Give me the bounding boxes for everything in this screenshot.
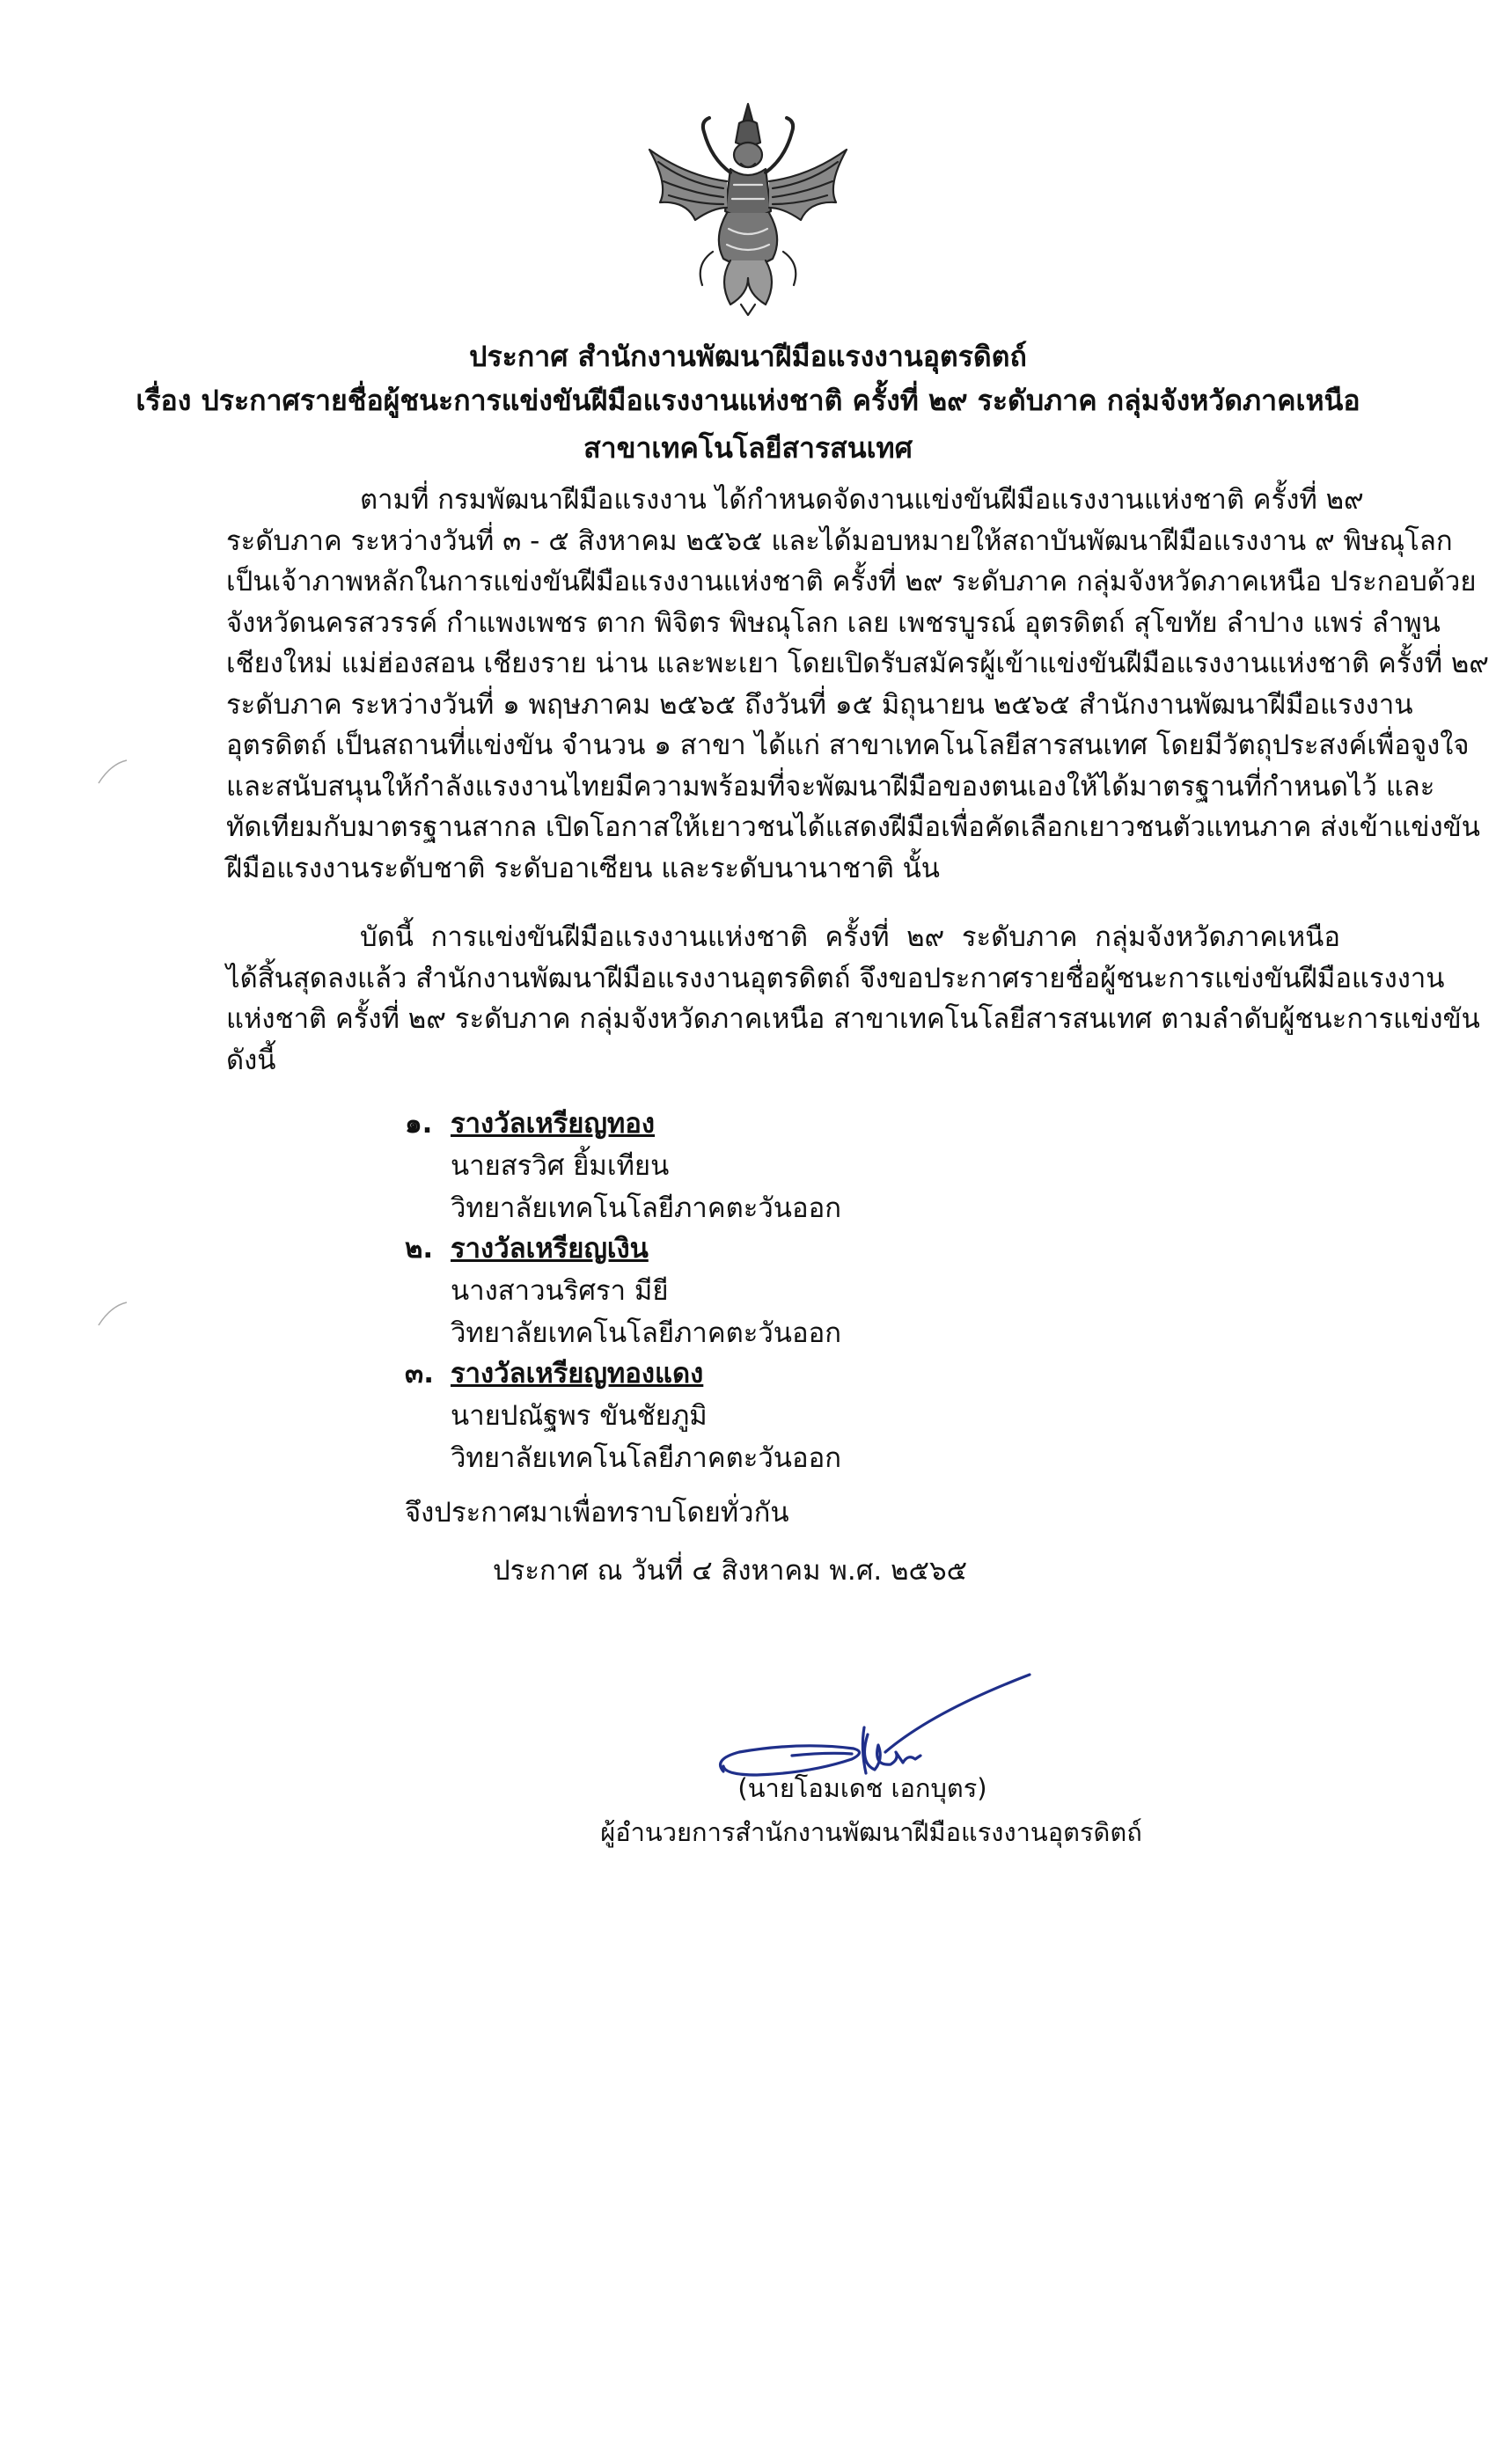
award-number: ๒. xyxy=(405,1233,434,1265)
paragraph-line: ดังนี้ xyxy=(226,1044,276,1076)
body-paragraph-1 xyxy=(226,480,1489,889)
paragraph-line: ตามที่ กรมพัฒนาฝีมือแรงงาน ได้กำหนดจัดงานแข่งขันฝีมือแรงงานแห่งชาติ ครั้งที่ ๒๙ xyxy=(360,484,1364,516)
winner-name: นายปณัฐพร ขันชัยภูมิ xyxy=(451,1400,708,1432)
announcement-date: ประกาศ ณ วันที่ ๔ สิงหาคม พ.ศ. ๒๕๖๕ xyxy=(493,1555,968,1587)
paragraph-line: ทัดเทียมกับมาตรฐานสากล เปิดโอกาสให้เยาวชนได้แสดงฝีมือเพื่อคัดเลือกเยาวชนตัวแทนภาค ส่งเข้าแข่งขัน xyxy=(226,811,1481,843)
paragraph-line: เชียงใหม่ แม่ฮ่องสอน เชียงราย น่าน และพะเยา โดยเปิดรับสมัครผู้เข้าแข่งขันฝีมือแรงงานแห่งชาติ ครั้งที่ ๒๙ xyxy=(226,648,1489,679)
scan-mark xyxy=(95,1299,130,1334)
paragraph-line: ระดับภาค ระหว่างวันที่ ๑ พฤษภาคม ๒๕๖๕ ถึงวันที่ ๑๕ มิถุนายน ๒๕๖๕ สำนักงานพัฒนาฝีมือแรงงาน xyxy=(226,688,1413,721)
paragraph-line: ฝีมือแรงงานระดับชาติ ระดับอาเซียน และระดับนานาชาติ นั้น xyxy=(226,852,940,884)
award-title: รางวัลเหรียญเงิน xyxy=(451,1233,649,1265)
body-paragraph-2 xyxy=(226,917,1480,1081)
paragraph-line: อุตรดิตถ์ เป็นสถานที่แข่งขัน จำนวน ๑ สาขา ได้แก่ สาขาเทคโนโลยีสารสนเทศ โดยมีวัตถุประสงค์เพื่อจูงใจ xyxy=(226,730,1470,761)
paragraph-line: ได้สิ้นสุดลงแล้ว สำนักงานพัฒนาฝีมือแรงงานอุตรดิตถ์ จึงขอประกาศรายชื่อผู้ชนะการแข่งขันฝีมือแรงงาน xyxy=(226,962,1445,994)
paragraph-line: ระดับภาค ระหว่างวันที่ ๓ - ๕ สิงหาคม ๒๕๖๕ และได้มอบหมายให้สถาบันพัฒนาฝีมือแรงงาน ๙ พิษณุโลก xyxy=(226,524,1453,557)
award-title: รางวัลเหรียญทอง xyxy=(451,1108,656,1140)
winner-institution: วิทยาลัยเทคโนโลยีภาคตะวันออก xyxy=(451,1192,841,1224)
signatory-title: ผู้อำนวยการสำนักงานพัฒนาฝีมือแรงงานอุตรดิตถ์ xyxy=(600,1817,1142,1847)
award-number: ๑. xyxy=(405,1108,433,1140)
announcement-branch: สาขาเทคโนโลยีสารสนเทศ xyxy=(583,431,913,465)
winner-name: นางสาวนริศรา มียี xyxy=(451,1275,669,1307)
announcement-subject: เรื่อง ประกาศรายชื่อผู้ชนะการแข่งขันฝีมือแรงงานแห่งชาติ ครั้งที่ ๒๙ ระดับภาค กลุ่มจังหวัดภาคเหนือ xyxy=(136,384,1360,417)
signatory-name: (นายโอมเดช เอกบุตร) xyxy=(737,1773,987,1803)
paragraph-line: แห่งชาติ ครั้งที่ ๒๙ ระดับภาค กลุ่มจังหวัดภาคเหนือ สาขาเทคโนโลยีสารสนเทศ ตามลำดับผู้ชนะการแข่งขัน xyxy=(226,1003,1480,1035)
scan-mark xyxy=(95,757,130,792)
award-title: รางวัลเหรียญทองแดง xyxy=(451,1358,704,1390)
award-number: ๓. xyxy=(405,1358,434,1390)
closing-statement: จึงประกาศมาเพื่อทราบโดยทั่วกัน xyxy=(405,1497,789,1529)
paragraph-line: และสนับสนุนให้กำลังแรงงานไทยมีความพร้อมที่จะพัฒนาฝีมือของตนเองให้ได้มาตรฐานที่กำหนดไว้ และ xyxy=(226,770,1435,803)
winner-name: นายสรวิศ ยิ้มเทียน xyxy=(451,1150,670,1182)
paragraph-line: จังหวัดนครสวรรค์ กำแพงเพชร ตาก พิจิตร พิษณุโลก เลย เพชรบูรณ์ อุตรดิตถ์ สุโขทัย ลำปาง แพร่ ลำพูน xyxy=(226,606,1441,639)
winner-institution: วิทยาลัยเทคโนโลยีภาคตะวันออก xyxy=(451,1442,841,1474)
garuda-emblem-icon xyxy=(642,97,854,317)
paragraph-line: บัดนี้ การแข่งขันฝีมือแรงงานแห่งชาติ ครั้งที่ ๒๙ ระดับภาค กลุ่มจังหวัดภาคเหนือ xyxy=(360,921,1340,953)
paragraph-line: เป็นเจ้าภาพหลักในการแข่งขันฝีมือแรงงานแห่งชาติ ครั้งที่ ๒๙ ระดับภาค กลุ่มจังหวัดภาคเหนือ ประกอบด้วย xyxy=(226,566,1477,598)
announcement-title: ประกาศ สำนักงานพัฒนาฝีมือแรงงานอุตรดิตถ์ xyxy=(469,340,1027,373)
winner-institution: วิทยาลัยเทคโนโลยีภาคตะวันออก xyxy=(451,1317,841,1349)
